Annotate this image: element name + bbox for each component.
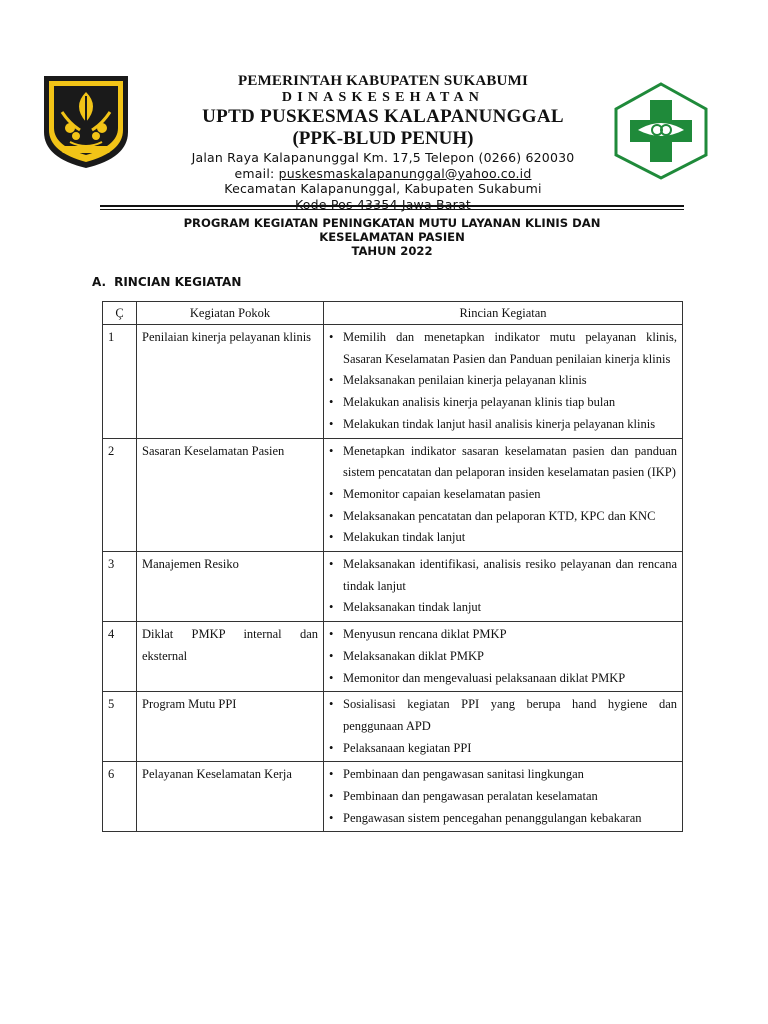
detail-item: • Pembinaan dan pengawasan peralatan keselamatan — [329, 786, 677, 808]
activity-details — [324, 622, 683, 692]
detail-item: • Sosialisasi kegiatan PPI yang berupa hand hygiene dan penggunaan APD — [329, 694, 677, 737]
row-number: 2 — [103, 438, 137, 552]
table-row — [103, 325, 683, 439]
main-activity: Diklat PMKP internal dan eksternal — [137, 622, 324, 692]
detail-item: • Menetapkan indikator sasaran keselamatan pasien dan panduan sistem pencatatan dan pelaporan insiden keselamatan pasien (IKP) — [329, 441, 677, 484]
detail-item: • Melaksanakan penilaian kinerja pelayanan klinis — [329, 370, 677, 392]
detail-item: • Memilih dan menetapkan indikator mutu pelayanan klinis, Sasaran Keselamatan Pasien dan Panduan penilaian kinerja klinis — [329, 327, 677, 370]
header-number: Ç — [103, 302, 137, 325]
detail-item: • Pengawasan sistem pencegahan penanggulangan kebakaran — [329, 808, 677, 830]
detail-item: • Pembinaan dan pengawasan sanitasi lingkungan — [329, 764, 677, 786]
detail-item: • Melakukan tindak lanjut hasil analisis kinerja pelayanan klinis — [329, 414, 677, 436]
main-activity: Manajemen Resiko — [137, 552, 324, 622]
main-activity: Program Mutu PPI — [137, 692, 324, 762]
activity-table — [102, 301, 683, 832]
main-activity: Penilaian kinerja pelayanan klinis — [137, 325, 324, 439]
detail-item: • Melakukan analisis kinerja pelayanan klinis tiap bulan — [329, 392, 677, 414]
row-number: 1 — [103, 325, 137, 439]
puskesmas-logo — [612, 82, 710, 180]
section-title: RINCIAN KEGIATAN — [114, 275, 242, 289]
detail-item: • Melaksanakan pencatatan dan pelaporan KTD, KPC dan KNC — [329, 506, 677, 528]
title-line-1: PROGRAM KEGIATAN PENINGKATAN MUTU LAYANAN KLINIS DAN — [183, 216, 601, 230]
detail-item: • Melakukan tindak lanjut — [329, 527, 677, 549]
activity-details — [324, 438, 683, 552]
institution-name: UPTD PUSKESMAS KALAPANUNGGAL — [202, 106, 564, 127]
section-heading — [92, 275, 249, 289]
activity-details — [324, 692, 683, 762]
activity-details — [324, 325, 683, 439]
email-line — [140, 166, 626, 182]
row-number: 6 — [103, 762, 137, 832]
email-link[interactable]: puskesmaskalapanunggal@yahoo.co.id — [278, 165, 532, 181]
header-main-activity: Kegiatan Pokok — [137, 302, 324, 325]
main-activity: Sasaran Keselamatan Pasien — [137, 438, 324, 552]
email-label: email: — [234, 165, 279, 181]
institution-status: (PPK-BLUD PENUH) — [292, 128, 474, 149]
detail-item: • Melaksanakan identifikasi, analisis resiko pelayanan dan rencana tindak lanjut — [329, 554, 677, 597]
district-line: Kecamatan Kalapanunggal, Kabupaten Sukabumi — [224, 181, 542, 196]
postal-line: Kode Pos 43354 Jawa Barat — [295, 196, 471, 212]
detail-item: • Menyusun rencana diklat PMKP — [329, 624, 677, 646]
table-row — [103, 622, 683, 692]
detail-item: • Melaksanakan diklat PMKP — [329, 646, 677, 668]
detail-item: • Pelaksanaan kegiatan PPI — [329, 738, 677, 760]
address-line: Jalan Raya Kalapanunggal Km. 17,5 Telepon (0266) 620030 — [191, 150, 575, 165]
header-activity-details: Rincian Kegiatan — [324, 302, 683, 325]
detail-item: • Memonitor dan mengevaluasi pelaksanaan diklat PMKP — [329, 668, 677, 690]
row-number: 3 — [103, 552, 137, 622]
detail-item: • Melaksanakan tindak lanjut — [329, 597, 677, 619]
row-number: 5 — [103, 692, 137, 762]
document-title — [100, 216, 684, 258]
department-name: DINASKESEHATAN — [281, 90, 485, 105]
title-line-2: KESELAMATAN PASIEN — [319, 230, 465, 244]
table-row — [103, 552, 683, 622]
table-row — [103, 762, 683, 832]
table-header-row — [103, 302, 683, 325]
detail-item: • Memonitor capaian keselamatan pasien — [329, 484, 677, 506]
sukabumi-emblem-logo — [40, 72, 132, 170]
header-rule-thick — [100, 205, 684, 207]
title-year: TAHUN 2022 — [351, 244, 433, 258]
section-letter: A. — [92, 275, 107, 289]
table-row — [103, 692, 683, 762]
activity-details — [324, 762, 683, 832]
row-number: 4 — [103, 622, 137, 692]
header-rule-thin — [100, 209, 684, 210]
main-activity: Pelayanan Keselamatan Kerja — [137, 762, 324, 832]
table-row — [103, 438, 683, 552]
activity-details — [324, 552, 683, 622]
letterhead — [140, 72, 626, 212]
government-name: PEMERINTAH KABUPATEN SUKABUMI — [238, 73, 528, 89]
